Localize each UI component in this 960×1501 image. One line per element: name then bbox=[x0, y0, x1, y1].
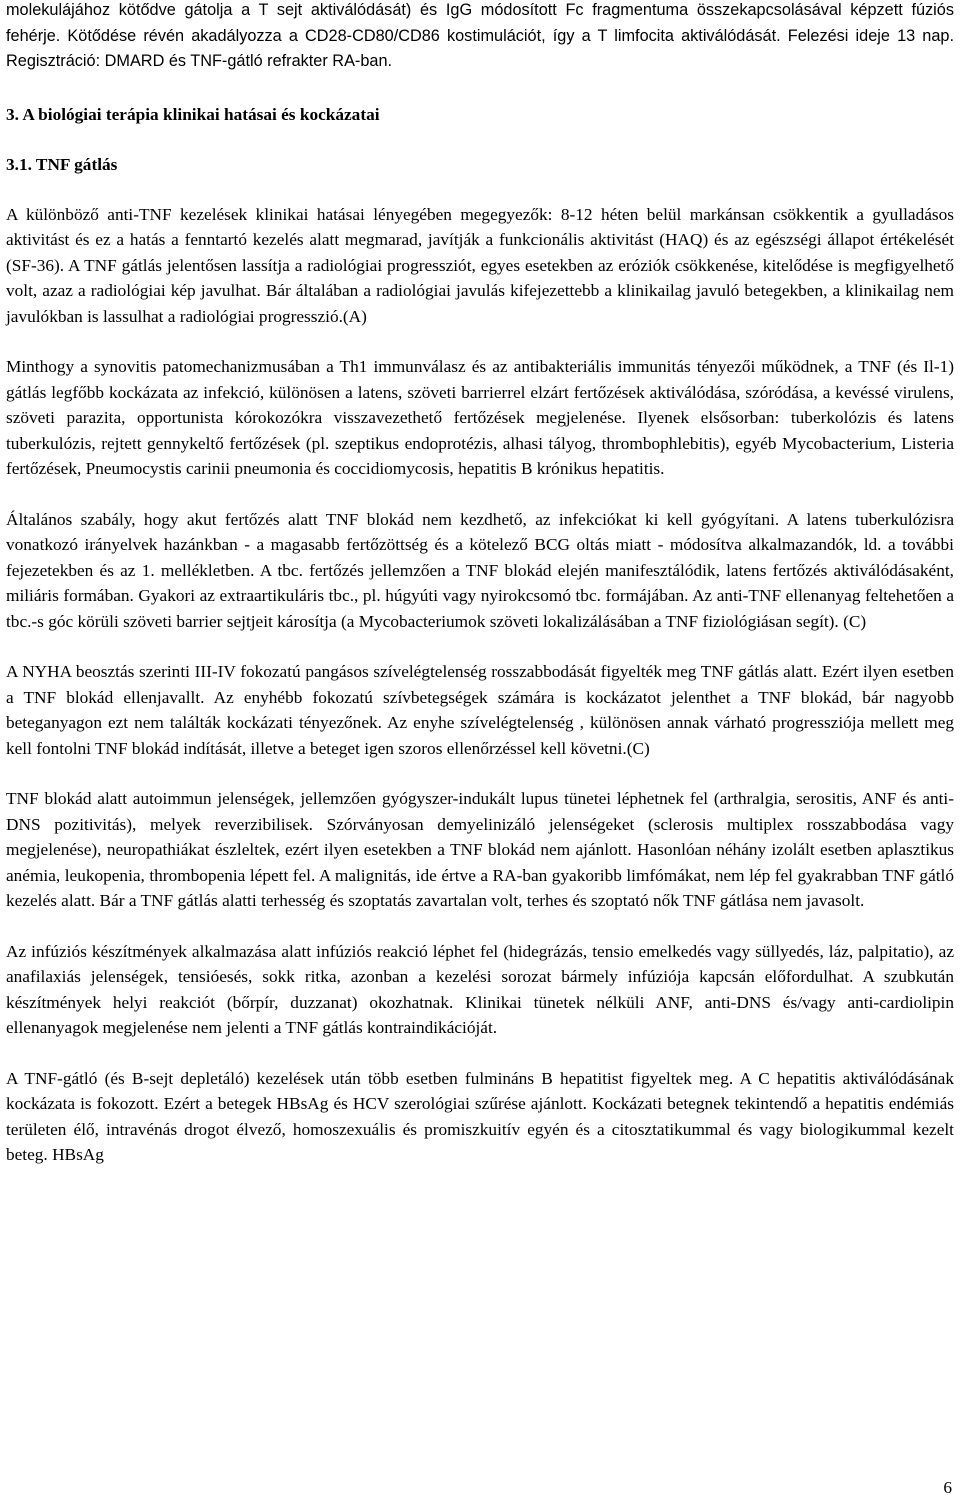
document-page bbox=[6, 0, 954, 1168]
subsection-heading: 3.1. TNF gátlás bbox=[6, 154, 118, 174]
paragraph-hepatitis: A TNF-gátló (és B-sejt depletáló) kezelések után több esetben fulmináns B hepatitist figyeltek meg. A C hepatitis aktiválódásának kockázata is fokozott. Ezért a betegek HBsAg és HCV szerológiai szűrése ajánlott. Kockázati betegnek tekintendő a hepatitis endémiás területen élő, intravénás drogot élvező, homoszexuális és promiszkuitív egyén és a citosztatikummal és vagy biologikummal kezelt beteg. HBsAg bbox=[6, 1068, 954, 1164]
page-number: 6 bbox=[943, 1478, 952, 1497]
paragraph-clinical-effects: A különböző anti-TNF kezelések klinikai hatásai lényegében megegyezők: 8-12 héten belül markánsan csökkentik a gyulladásos aktivitást és ez a hatás a fenntartó kezelés alatt megmarad, javítják a funkcionális aktivitást (HAQ) és az egészségi állapot értékelését (SF-36). A TNF gátlás jelentősen lassítja a radiológiai progressziót, egyes esetekben az eróziók csökkenése, kitelődése is megfigyelhető volt, azaz a radiológiai kép javulhat. Bár általában a radiológiai javulás kifejezettebb a klinikailag javuló betegekben, a klinikailag nem javulókban is lassulhat a radiológiai progresszió.(A) bbox=[6, 204, 954, 326]
paragraph-infection-risk: Minthogy a synovitis patomechanizmusában a Th1 immunválasz és az antibakteriális immunitás tényezői működnek, a TNF (és Il-1) gátlás legfőbb kockázata az infekció, különösen a latens, szöveti barrierrel elzárt fertőzések aktiválódása, szóródása, a kevéssé virulens, szöveti parazita, opportunista kórokozókra visszavezethető fertőzések megjelenése. Ilyenek elsősorban: tuberkolózis és latens tuberkulózis, rejtett gennykeltő fertőzések (pl. szeptikus endoprotézis, alhasi tályog, thrombophlebitis), egyéb Mycobacterium, Listeria fertőzések, Pneumocystis carinii pneumonia és coccidiomycosis, hepatitis B krónikus hepatitis. bbox=[6, 357, 954, 478]
section-heading: 3. A biológiai terápia klinikai hatásai és kockázatai bbox=[6, 104, 380, 124]
paragraph-infusion-reactions: Az infúziós készítmények alkalmazása alatt infúziós reakció léphet fel (hidegrázás, tensio emelkedés vagy süllyedés, láz, palpitatio), az anafilaxiás jelenségek, tensióesés, sokk ritka, azonban a kezelési sorozat bármely infúziója kapcsán előfordulhat. A szubkután készítmények helyi reakciót (bőrpír, duzzanat) okozhatnak. Klinikai tünetek nélküli ANF, anti-DNS és/vagy anti-cardiolipin ellenanyagok megjelenése nem jelenti a TNF gátlás kontraindikációját. bbox=[6, 941, 954, 1037]
paragraph-autoimmune: TNF blokád alatt autoimmun jelenségek, jellemzően gyógyszer-indukált lupus tünetei léphetnek fel (arthralgia, serositis, ANF és anti-DNS pozitivitás), melyek reverzibilisek. Szórványosan demyelinizáló jelenségeket (sclerosis multiplex rosszabbodása vagy megjelenése), neuropathiákat észleltek, ezért ilyen esetekben a TNF blokád nem ajánlott. Hasonlóan néhány izolált esetben aplasztikus anémia, leukopenia, thrombopenia lépett fel. A malignitás, ide értve a RA-ban gyakoribb limfómákat, nem lép fel gyakrabban TNF gátló kezelés alatt. Bár a TNF gátlás alatti terhesség és szoptatás zavartalan volt, terhes és szoptató nők TNF gátlása nem javasolt. bbox=[6, 789, 954, 910]
paragraph-heart-failure: A NYHA beosztás szerinti III-IV fokozatú pangásos szívelégtelenség rosszabbodását figyelték meg TNF gátlás alatt. Ezért ilyen esetben a TNF blokád ellenjavallt. Az enyhébb fokozatú szívbetegségek számára is kockázatot jelenthet a TNF blokád, bár nagyobb beteganyagon ezt nem találták kockázati tényezőnek. Az enyhe szívelégtelenség , különösen annak várható progressziója mellett meg kell fontolni TNF blokád indítását, illetve a beteget igen szoros ellenőrzéssel kell követni.(C) bbox=[6, 662, 954, 758]
paragraph-intro: molekulájához kötődve gátolja a T sejt aktiválódását) és IgG módosított Fc fragmentuma összekapcsolásával képzett fúziós fehérje. Kötődése révén akadályozza a CD28-CD80/CD86 kostimulációt, így a T limfocita aktiválódását. Felezési ideje 13 nap. Regisztráció: DMARD és TNF-gátló refrakter RA-ban. bbox=[6, 1, 954, 70]
paragraph-tuberculosis: Általános szabály, hogy akut fertőzés alatt TNF blokád nem kezdhető, az infekciókat ki kell gyógyítani. A latens tuberkulózisra vonatkozó irányelvek hazánkban - a magasabb fertőzöttség és a kötelező BCG oltás miatt - módosítva alkalmazandók, ld. a további fejezetekben és az 1. mellékletben. A tbc. fertőzés jellemzően a TNF blokád elején manifesztálódik, latens fertőzés aktiválódásaként, miliáris formában. Gyakori az extraartikuláris tbc., pl. húgyúti vagy nyirokcsomó tbc. formájában. Az anti-TNF ellenanyag feltehetően a tbc.-s góc körüli szöveti barrier sejtjeit károsítja (a Mycobacteriumok szöveti lokalizálásában a TNF fiziológiásan segít). (C) bbox=[6, 509, 954, 631]
